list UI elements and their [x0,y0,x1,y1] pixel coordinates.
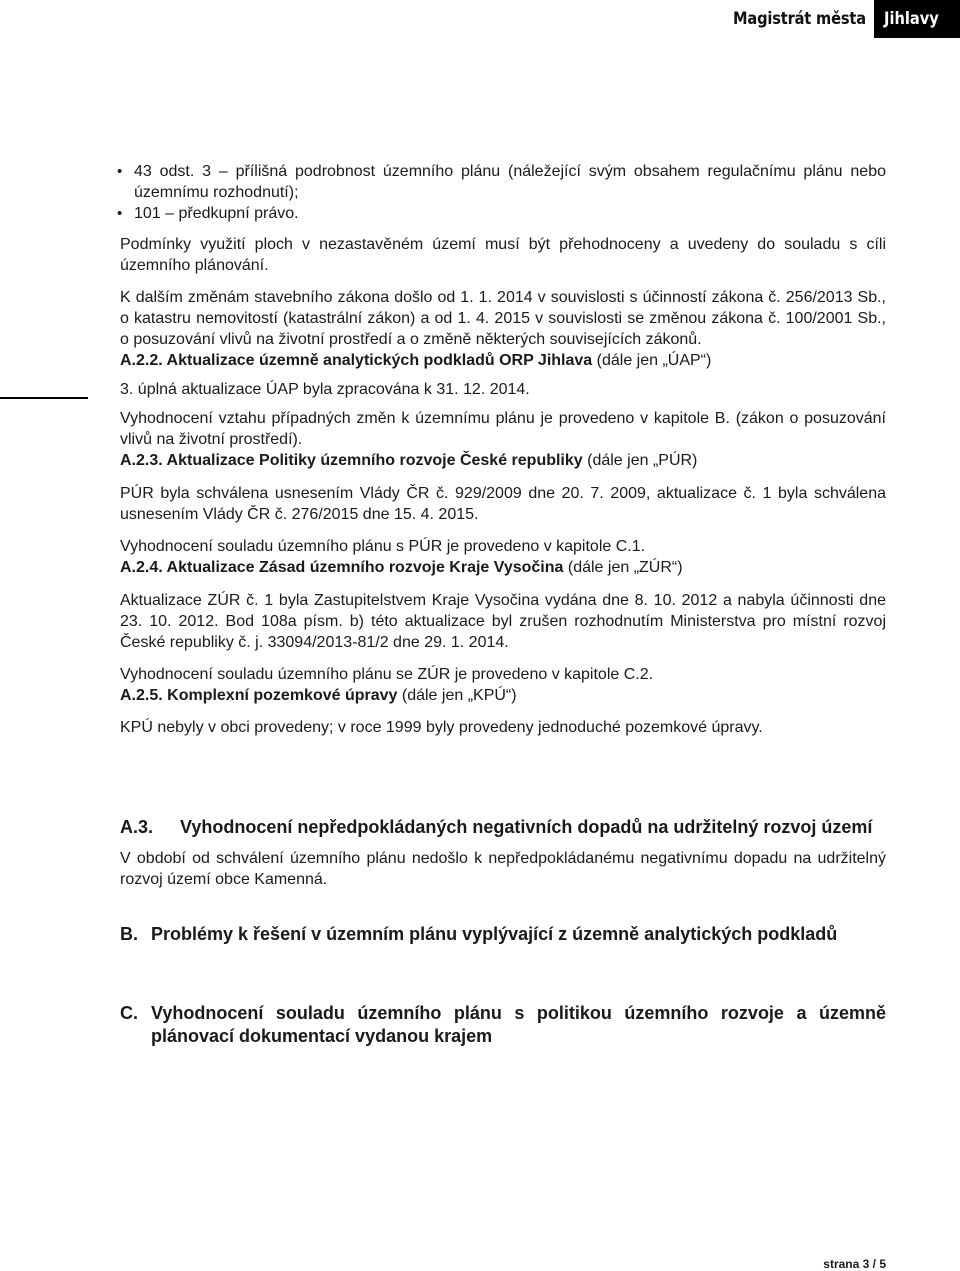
section-heading-bold: A.2.3. Aktualizace Politiky územního rozvoje České republiky [120,452,583,469]
section-number: C. [120,1003,138,1023]
page-number: strana 3 / 5 [823,1257,886,1271]
paragraph: V období od schválení územního plánu nedošlo k nepředpokládanému negativnímu dopadu na udržitelný rozvoj území obce Kamenná. [120,850,886,888]
paragraph: Vyhodnocení vztahu případných změn k územnímu plánu je provedeno v kapitole B. (zákon o posuzování vlivů na životní prostředí). [120,410,886,448]
section-heading-note: (dále jen „PÚR) [582,452,698,469]
section-heading-c [120,1002,886,1048]
paragraph: Podmínky využití ploch v nezastavěném území musí být přehodnoceny a uvedeny do souladu s cíli územního plánování. [120,236,886,274]
list-item: • 43 odst. 3 – přílišná podrobnost územního plánu (náležející svým obsahem regulačnímu plánu nebo územnímu rozhodnutí); [120,161,886,203]
document-body [120,161,886,1048]
section-heading-note: (dále jen „ZÚR“) [563,559,683,576]
header-city: Magistrát města [732,8,866,29]
paragraph: KPÚ nebyly v obci provedeny; v roce 1999 byly provedeny jednoduché pozemkové úpravy. [120,719,763,736]
header-logo-box [874,0,960,38]
paragraph: 3. úplná aktualizace ÚAP byla zpracována k 31. 12. 2014. [120,381,530,398]
paragraph: K dalším změnám stavebního zákona došlo od 1. 1. 2014 v souvislosti s účinností zákona č. 256/2013 Sb., o katastru nemovitostí (katastrální zákon) a od 1. 4. 2015 v souvislosti se změnou zákona č. 100/2001 Sb., o posuzování vlivů na životní prostředí a o změně některých souvisejících zákonů. [120,289,886,348]
section-heading-note: (dále jen „ÚAP“) [592,352,712,369]
header-city-name: Jihlavy [884,8,940,29]
section-heading-bold: A.2.2. Aktualizace územně analytických podkladů ORP Jihlava [120,352,593,369]
section-heading-a22 [120,350,886,371]
paragraph: PÚR byla schválena usnesením Vlády ČR č. 929/2009 dne 20. 7. 2009, aktualizace č. 1 byla schválena usnesením Vlády ČR č. 276/2015 dne 15. 4. 2015. [120,485,886,523]
section-title: Vyhodnocení nepředpokládaných negativních dopadů na udržitelný rozvoj území [180,817,873,837]
section-number: A.3. [120,817,154,837]
list-item: • 101 – předkupní právo. [120,203,886,224]
section-title: Problémy k řešení v územním plánu vyplývající z územně analytických podkladů [151,924,838,944]
section-number: B. [120,924,138,944]
paragraph: Vyhodnocení souladu územního plánu se ZÚR je provedeno v kapitole C.2. [120,666,654,683]
paragraph: Vyhodnocení souladu územního plánu s PÚR je provedeno v kapitole C.1. [120,538,646,555]
section-heading-a23 [120,450,886,471]
section-heading-a24 [120,557,886,578]
section-heading-note: (dále jen „KPÚ“) [397,687,517,704]
paragraph: Aktualizace ZÚR č. 1 byla Zastupitelstvem Kraje Vysočina vydána dne 8. 10. 2012 a nabyla účinnosti dne 23. 10. 2012. Bod 108a písm. b) této aktualizace byl zrušen rozhodnutím Ministerstva pro místní rozvoj České republiky č. j. 33094/2013-81/2 dne 29. 1. 2014. [120,592,886,651]
section-title: Vyhodnocení souladu územního plánu s politikou územního rozvoje a územně plánovací dokumentací vydanou krajem [151,1003,886,1046]
section-heading-bold: A.2.5. Komplexní pozemkové úpravy [120,687,398,704]
page-header [710,0,960,38]
section-heading-a25 [120,685,886,706]
bullet-list [120,161,886,224]
section-heading-a3 [120,816,886,839]
margin-rule [0,397,88,399]
section-heading-b [120,923,886,946]
section-heading-bold: A.2.4. Aktualizace Zásad územního rozvoje Kraje Vysočina [120,559,564,576]
